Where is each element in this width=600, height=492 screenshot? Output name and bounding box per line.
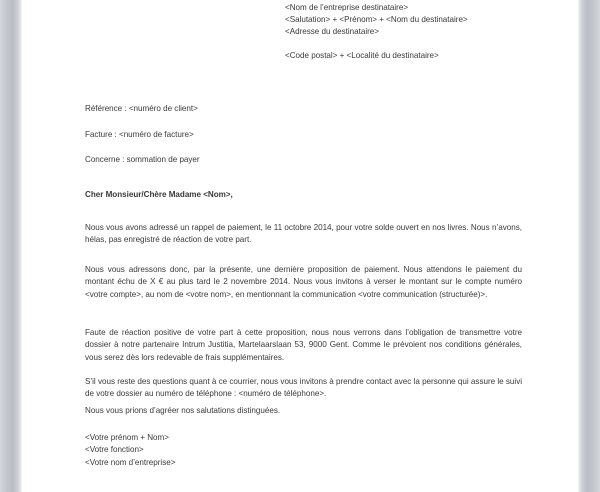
page-gutter-right — [578, 0, 600, 492]
letter-salutation: Cher Monsieur/Chère Madame <Nom>, — [85, 190, 233, 199]
reference-customer-number: Référence : <numéro de client> — [85, 104, 198, 113]
page-gutter-left — [0, 0, 22, 492]
address-spacer — [285, 39, 545, 50]
letter-paragraph-3: Faute de réaction positive de votre part à cette proposition, nous nous verrons dans l’obligation de transmettre votre dossier à notre partenaire Intrum Justitia, Martelaarslaan 53, 9000 Gent. Comme le prévoient nos conditions générales, vous serez dès lors redevable de frais supplémentaires. — [85, 328, 522, 362]
recipient-company-line: <Nom de l’entreprise destinataire> — [285, 3, 409, 12]
reference-invoice-number: Facture : <numéro de facture> — [85, 129, 194, 139]
letter-content — [22, 0, 578, 492]
reference-subject: Concerne : sommation de payer — [85, 155, 200, 165]
recipient-street-line: <Adresse du destinataire> — [285, 27, 379, 37]
signature-function: <Votre fonction> — [85, 445, 144, 455]
signature-block — [85, 432, 175, 469]
recipient-name-line: <Salutation> + <Prénom> + <Nom du destinataire> — [285, 15, 468, 25]
letter-paragraph-4: S’il vous reste des questions quant à ce courrier, nous vous invitons à prendre contact avec la personne qui assure le suivi de votre dossier au numéro de téléphone : <numéro de téléphone>. — [85, 377, 522, 399]
reference-block — [85, 103, 505, 180]
recipient-postal-line: <Code postal> + <Localité du destinataire> — [285, 50, 439, 60]
signature-company: <Votre nom d’entreprise> — [85, 457, 176, 467]
letter-paragraph-2: Nous vous adressons donc, par la présente, une dernière proposition de paiement. Nous attendons le paiement du montant échu de X € au plus tard le 2 novembre 2014. Nous vous invitons à verser le montant sur le compte numéro <votre compte>, au nom de <votre nom>, en mentionnant la communication <votre communication (structurée)>. — [85, 265, 522, 299]
letter-closing: Nous vous prions d’agréer nos salutations distinguées. — [85, 406, 281, 415]
signature-name: <Votre prénom + Nom> — [85, 433, 169, 442]
letter-paragraph-1: Nous vous avons adressé un rappel de paiement, le 11 octobre 2014, pour votre solde ouvert en nos livres. Nous n’avons, hélas, pas enregistré de réaction de votre part. — [85, 223, 522, 245]
recipient-address-block — [285, 2, 545, 62]
document-page — [22, 0, 578, 492]
